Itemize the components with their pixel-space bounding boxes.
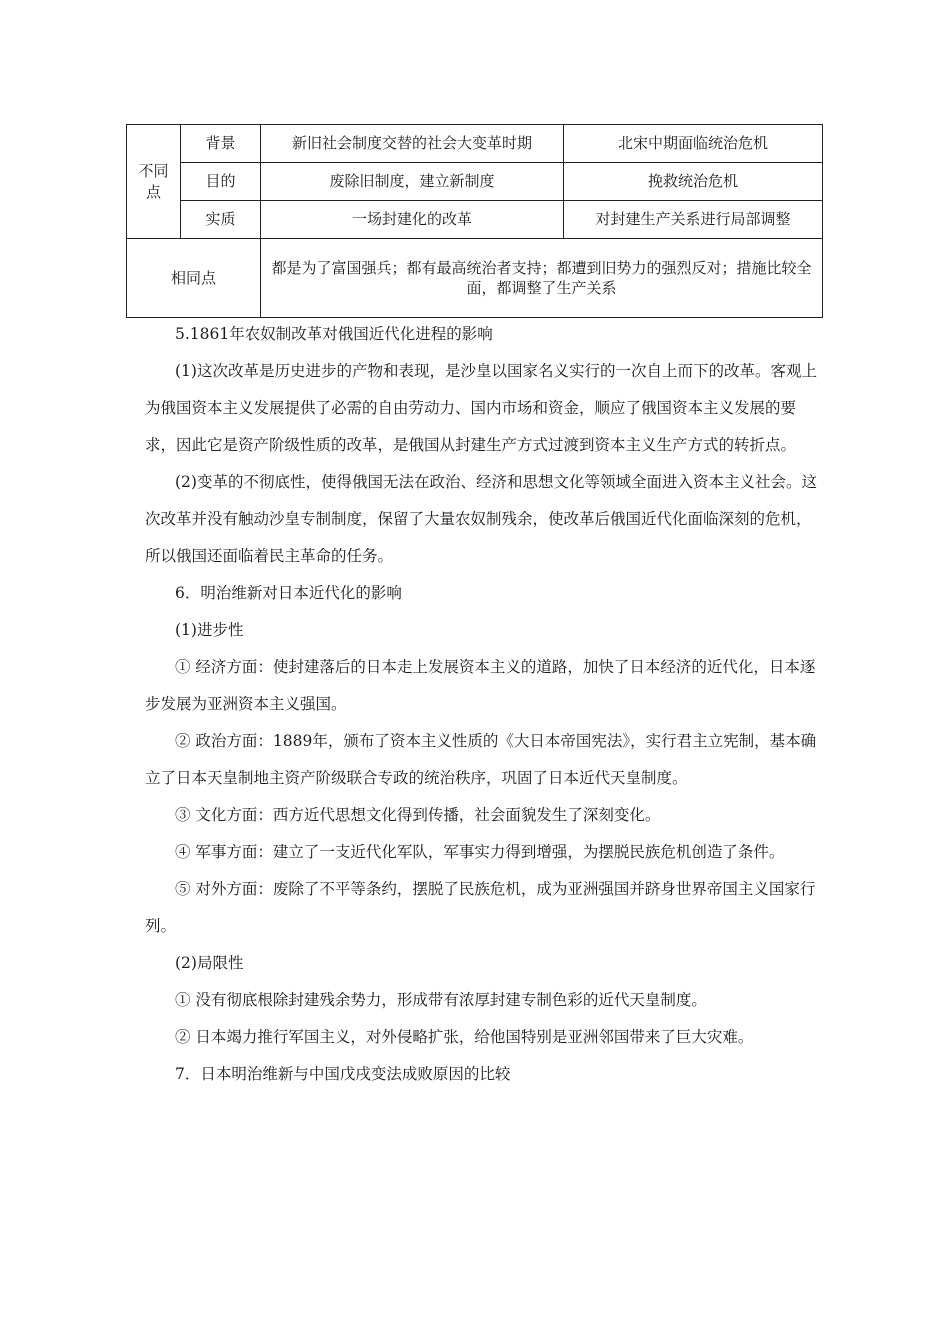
same-text-cell: 都是为了富国强兵；都有最高统治者支持；都遭到旧势力的强烈反对；措施比较全面，都调整了生产关系: [261, 239, 823, 318]
table-cell: 新旧社会制度交替的社会大变革时期: [261, 125, 564, 163]
paragraph: (2)变革的不彻底性，使得俄国无法在政治、经济和思想文化等领域全面进入资本主义社会。这次改革并没有触动沙皇专制制度，保留了大量农奴制残余，使改革后俄国近代化面临深刻的危机，所以俄国还面临着民主革命的任务。: [145, 473, 817, 565]
table-cell: 挽救统治危机: [564, 163, 823, 201]
diff-label-cell: 不同点: [127, 125, 181, 239]
body-text: [145, 316, 825, 1093]
attr-cell: 背景: [181, 125, 261, 163]
attr-cell: 实质: [181, 201, 261, 239]
same-label-cell: 相同点: [127, 239, 261, 318]
paragraph: ② 政治方面：1889年，颁布了资本主义性质的《大日本帝国宪法》，实行君主立宪制，基本确立了日本天皇制地主资产阶级联合专政的统治秩序，巩固了日本近代天皇制度。: [145, 732, 817, 787]
table-row: [127, 239, 823, 318]
table-cell: 废除旧制度，建立新制度: [261, 163, 564, 201]
attr-cell: 目的: [181, 163, 261, 201]
paragraph: ③ 文化方面：西方近代思想文化得到传播，社会面貌发生了深刻变化。: [175, 806, 661, 824]
paragraph: ② 日本竭力推行军国主义，对外侵略扩张，给他国特别是亚洲邻国带来了巨大灾难。: [175, 1028, 754, 1046]
subheading: (2)局限性: [175, 954, 244, 972]
subheading: (1)进步性: [175, 621, 244, 639]
section-heading: 6．明治维新对日本近代化的影响: [175, 584, 402, 602]
table-row: [127, 163, 823, 201]
comparison-table: [126, 124, 823, 318]
table-row: [127, 201, 823, 239]
paragraph: ⑤ 对外方面：废除了不平等条约，摆脱了民族危机，成为亚洲强国并跻身世界帝国主义国家行列。: [145, 880, 816, 935]
table-cell: 一场封建化的改革: [261, 201, 564, 239]
paragraph: ④ 军事方面：建立了一支近代化军队，军事实力得到增强，为摆脱民族危机创造了条件。: [175, 843, 785, 861]
paragraph: ① 经济方面：使封建落后的日本走上发展资本主义的道路，加快了日本经济的近代化，日本逐步发展为亚洲资本主义强国。: [145, 658, 816, 713]
paragraph: (1)这次改革是历史进步的产物和表现，是沙皇以国家名义实行的一次自上而下的改革。客观上为俄国资本主义发展提供了必需的自由劳动力、国内市场和资金，顺应了俄国资本主义发展的要求，因此它是资产阶级性质的改革，是俄国从封建生产方式过渡到资本主义生产方式的转折点。: [145, 362, 817, 454]
table-cell: 对封建生产关系进行局部调整: [564, 201, 823, 239]
paragraph: ① 没有彻底根除封建残余势力，形成带有浓厚封建专制色彩的近代天皇制度。: [175, 991, 707, 1009]
table-row: [127, 125, 823, 163]
section-heading: 5.1861年农奴制改革对俄国近代化进程的影响: [175, 325, 493, 343]
section-heading: 7．日本明治维新与中国戊戌变法成败原因的比较: [175, 1065, 511, 1083]
table-cell: 北宋中期面临统治危机: [564, 125, 823, 163]
